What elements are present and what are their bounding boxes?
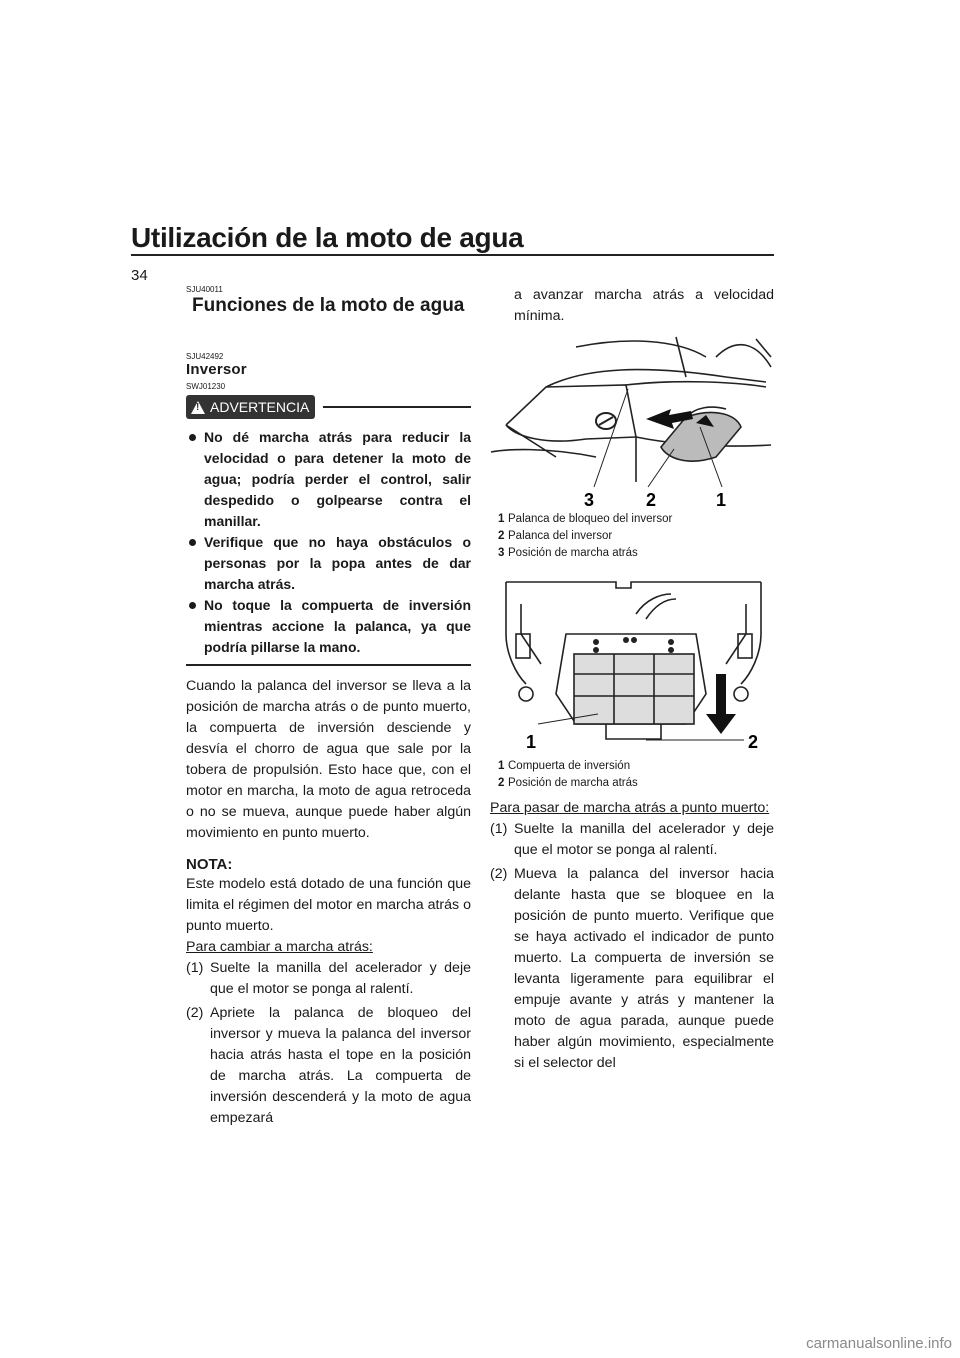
step-number: (1) [490, 821, 508, 837]
caption-number: 2 [498, 777, 505, 789]
step-item [186, 958, 471, 1000]
left-column [186, 285, 471, 1132]
step-number: (2) [490, 866, 508, 882]
warning-item: No toque la compuerta de inversión mientras accione la palanca, ya que podría pillarse la mano. [186, 595, 471, 658]
title-rule [131, 254, 774, 256]
callout-2: 2 [646, 490, 657, 507]
note-title: NOTA: [186, 856, 233, 873]
page-title: Utilización de la moto de agua [131, 222, 524, 253]
caption-number: 3 [498, 547, 505, 559]
caption-text: Palanca de bloqueo del inversor [508, 513, 673, 525]
step-text: Suelte la manilla del acelerador y deje que el motor se ponga al ralentí. [210, 960, 471, 997]
step-item [490, 819, 774, 861]
warning-item: No dé marcha atrás para reducir la velocidad o para detener la moto de agua; podría perder el control, salir despedido o golpearse contra el manillar. [186, 427, 471, 532]
callout-2: 2 [748, 732, 759, 752]
warning-triangle-icon: ! [191, 401, 205, 414]
caption-number: 1 [498, 513, 505, 525]
warning-list [186, 427, 471, 658]
step-text: Apriete la palanca de bloqueo del inversor y mueva la palanca del inversor hacia atrás hasta el tope en la posición de marcha atrás. La compuerta de inversión descenderá y la moto de agua empezará [210, 1005, 471, 1126]
step-text: Mueva la palanca del inversor hacia delante hasta que se bloquee en la posición de punto muerto. Verifique que se haya activado el indicador de punto muerto. La compuerta de inversión se levanta ligeramente para equilibrar el empuje avante y atrás y mantener la moto de agua parada, aunque puede haber algún movimiento, especialmente si el selector del [514, 866, 774, 1071]
note-text: Este modelo está dotado de una función que limita el régimen del motor en marcha atrás o punto muerto. [186, 876, 471, 934]
warning-item: Verifique que no haya obstáculos o personas por la popa antes de dar marcha atrás. [186, 532, 471, 595]
subsection-code: SJU42492 [186, 352, 224, 361]
section-title: Funciones de la moto de agua [192, 295, 465, 316]
section-code: SJU40011 [186, 285, 223, 294]
step-text: Suelte la manilla del acelerador y deje que el motor se ponga al ralentí. [514, 821, 774, 858]
figure-reverse-lever [486, 327, 776, 507]
warning-code: SWJ01230 [186, 382, 226, 391]
callout-1: 1 [526, 732, 537, 752]
procedure-title-reverse: Para cambiar a marcha atrás: [186, 939, 373, 955]
warning-header [186, 395, 471, 419]
callout-1: 1 [716, 490, 727, 507]
step-number: (2) [186, 1005, 204, 1021]
subsection-title: Inversor [186, 361, 247, 378]
caption-number: 2 [498, 530, 505, 542]
warning-label: ADVERTENCIA [210, 399, 310, 415]
body-paragraph: Cuando la palanca del inversor se lleva a la posición de marcha atrás o de punto muerto, la compuerta de inversión desciende y desvía el chorro de agua que sale por la tobera de propulsión. Esto hace que, con el motor en marcha, la moto de agua retroceda o no se mueva, aunque puede haber algún movimiento en punto muerto. [186, 678, 471, 841]
caption-text: Palanca del inversor [508, 530, 613, 542]
page-number: 34 [131, 267, 148, 284]
callout-3: 3 [584, 490, 595, 507]
steps-neutral [490, 819, 774, 1074]
steps-reverse [186, 958, 471, 1129]
step-number: (1) [186, 960, 204, 976]
caption-text: Compuerta de inversión [508, 760, 631, 772]
right-column [490, 285, 774, 1077]
caption-text: Posición de marcha atrás [508, 547, 638, 559]
caption-number: 1 [498, 760, 505, 772]
warning-end-rule [186, 664, 471, 666]
step-item [490, 864, 774, 1074]
step-item [186, 1003, 471, 1129]
caption-text: Posición de marcha atrás [508, 777, 638, 789]
watermark: carmanualsonline.info [806, 1335, 952, 1352]
figure2-caption [498, 758, 774, 792]
continuation-text: a avanzar marcha atrás a velocidad mínima. [514, 287, 774, 324]
procedure-title-neutral: Para pasar de marcha atrás a punto muerto: [490, 800, 770, 816]
warning-badge [186, 395, 315, 419]
warning-rule [323, 406, 471, 408]
figure1-caption [498, 511, 774, 562]
figure-reversing-gate [486, 574, 776, 754]
